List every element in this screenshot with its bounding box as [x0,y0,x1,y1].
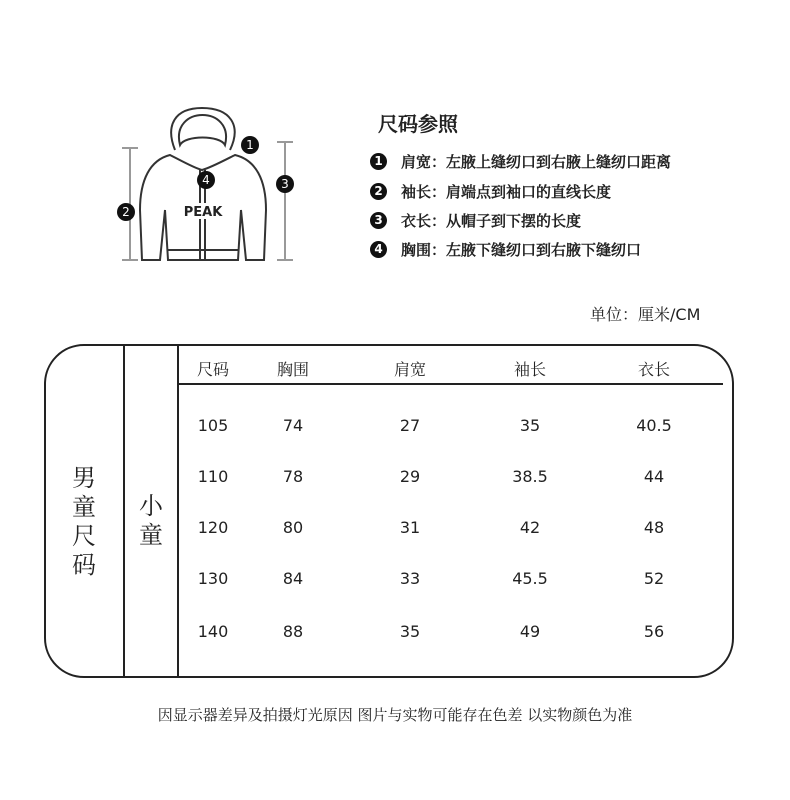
table-cell: 27 [399,416,421,435]
legend-text: 胸围：左腋下缝纫口到右腋下缝纫口 [401,240,642,259]
table-cell: 110 [197,467,229,486]
divider [123,346,125,676]
svg-text:4: 4 [202,173,210,187]
chart-title: 尺码参照 [378,112,458,136]
svg-text:2: 2 [122,205,130,219]
table-cell: 38.5 [512,467,548,486]
table-cell: 56 [643,622,665,641]
table-cell: 74 [282,416,304,435]
legend-item [370,150,671,172]
table-cell: 84 [282,569,304,588]
disclaimer: 因显示器差异及拍摄灯光原因 图片与实物可能存在色差 以实物颜色为准 [157,706,633,724]
brand-label: PEAK [183,205,223,220]
table-cell: 44 [643,467,665,486]
svg-text:3: 3 [281,177,289,191]
marker-2-icon: 2 [370,183,387,200]
marker-3-icon: 3 [370,212,387,229]
table-cell: 120 [197,518,229,537]
legend-item [370,180,611,202]
marker-4-icon: 4 [370,241,387,258]
column-header: 袖长 [513,360,546,379]
table-cell: 78 [282,467,304,486]
svg-text:1: 1 [246,138,254,152]
table-cell: 49 [519,622,541,641]
header-divider [178,383,723,385]
table-cell: 29 [399,467,421,486]
subcategory-label: 小童 [139,492,163,549]
table-cell: 35 [399,622,421,641]
unit-label: 单位：厘米/CM [590,305,701,324]
table-cell: 40.5 [636,416,672,435]
table-cell: 88 [282,622,304,641]
legend-text: 肩宽：左腋上缝纫口到右腋上缝纫口距离 [401,152,672,171]
table-cell: 48 [643,518,665,537]
table-cell: 33 [399,569,421,588]
legend-text: 衣长：从帽子到下摆的长度 [401,211,582,230]
column-header: 尺码 [196,360,229,379]
table-cell: 35 [519,416,541,435]
table-cell: 42 [519,518,541,537]
column-header: 肩宽 [393,360,426,379]
table-cell: 80 [282,518,304,537]
column-header: 衣长 [637,360,670,379]
legend-item [370,209,581,231]
legend-text: 袖长：肩端点到袖口的直线长度 [401,182,612,201]
table-cell: 130 [197,569,229,588]
table-cell: 31 [399,518,421,537]
category-label: 男童尺码 [72,464,96,579]
table-cell: 45.5 [512,569,548,588]
table-cell: 105 [197,416,229,435]
jacket-diagram [110,100,320,275]
table-cell: 140 [197,622,229,641]
marker-1-icon: 1 [370,153,387,170]
column-header: 胸围 [276,360,309,379]
legend-item [370,238,641,260]
table-cell: 52 [643,569,665,588]
